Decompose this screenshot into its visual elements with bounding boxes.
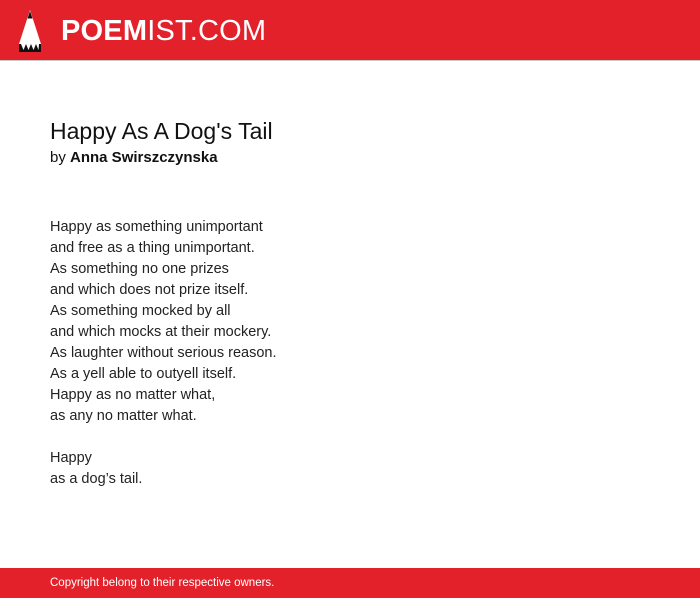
poem-line: and which does not prize itself. (50, 282, 249, 298)
site-header (0, 0, 700, 61)
logo-bold-text: POEM (61, 15, 148, 47)
site-footer (0, 568, 700, 598)
poem-line: as a dog’s tail. (50, 471, 143, 487)
copyright-text: Copyright belong to their respective owners. (50, 577, 275, 589)
by-label: by (50, 149, 66, 166)
site-logo-link[interactable] (17, 10, 266, 52)
poem-stanza (50, 217, 650, 427)
poem-stanza (50, 448, 650, 490)
poem-line: and free as a thing unimportant. (50, 240, 255, 256)
site-logo-wordmark (61, 10, 266, 52)
poem-line: and which mocks at their mockery. (50, 324, 272, 340)
pencil-icon (17, 10, 43, 52)
poem-line: Happy as something unimportant (50, 219, 263, 235)
poem-line: as any no matter what. (50, 408, 197, 424)
poem-line: Happy (50, 450, 92, 466)
poem-title: Happy As A Dog's Tail (50, 118, 273, 144)
poem-line: Happy as no matter what, (50, 387, 216, 403)
poem-line: As something mocked by all (50, 303, 231, 319)
poem-line: As something no one prizes (50, 261, 229, 277)
poem-line: As laughter without serious reason. (50, 345, 277, 361)
poem-body (50, 217, 650, 490)
logo-light-text: IST.COM (147, 15, 267, 47)
poem-author: Anna Swirszczynska (70, 149, 218, 166)
poem-content (50, 115, 650, 511)
poem-line: As a yell able to outyell itself. (50, 366, 237, 382)
poem-byline (50, 147, 650, 169)
